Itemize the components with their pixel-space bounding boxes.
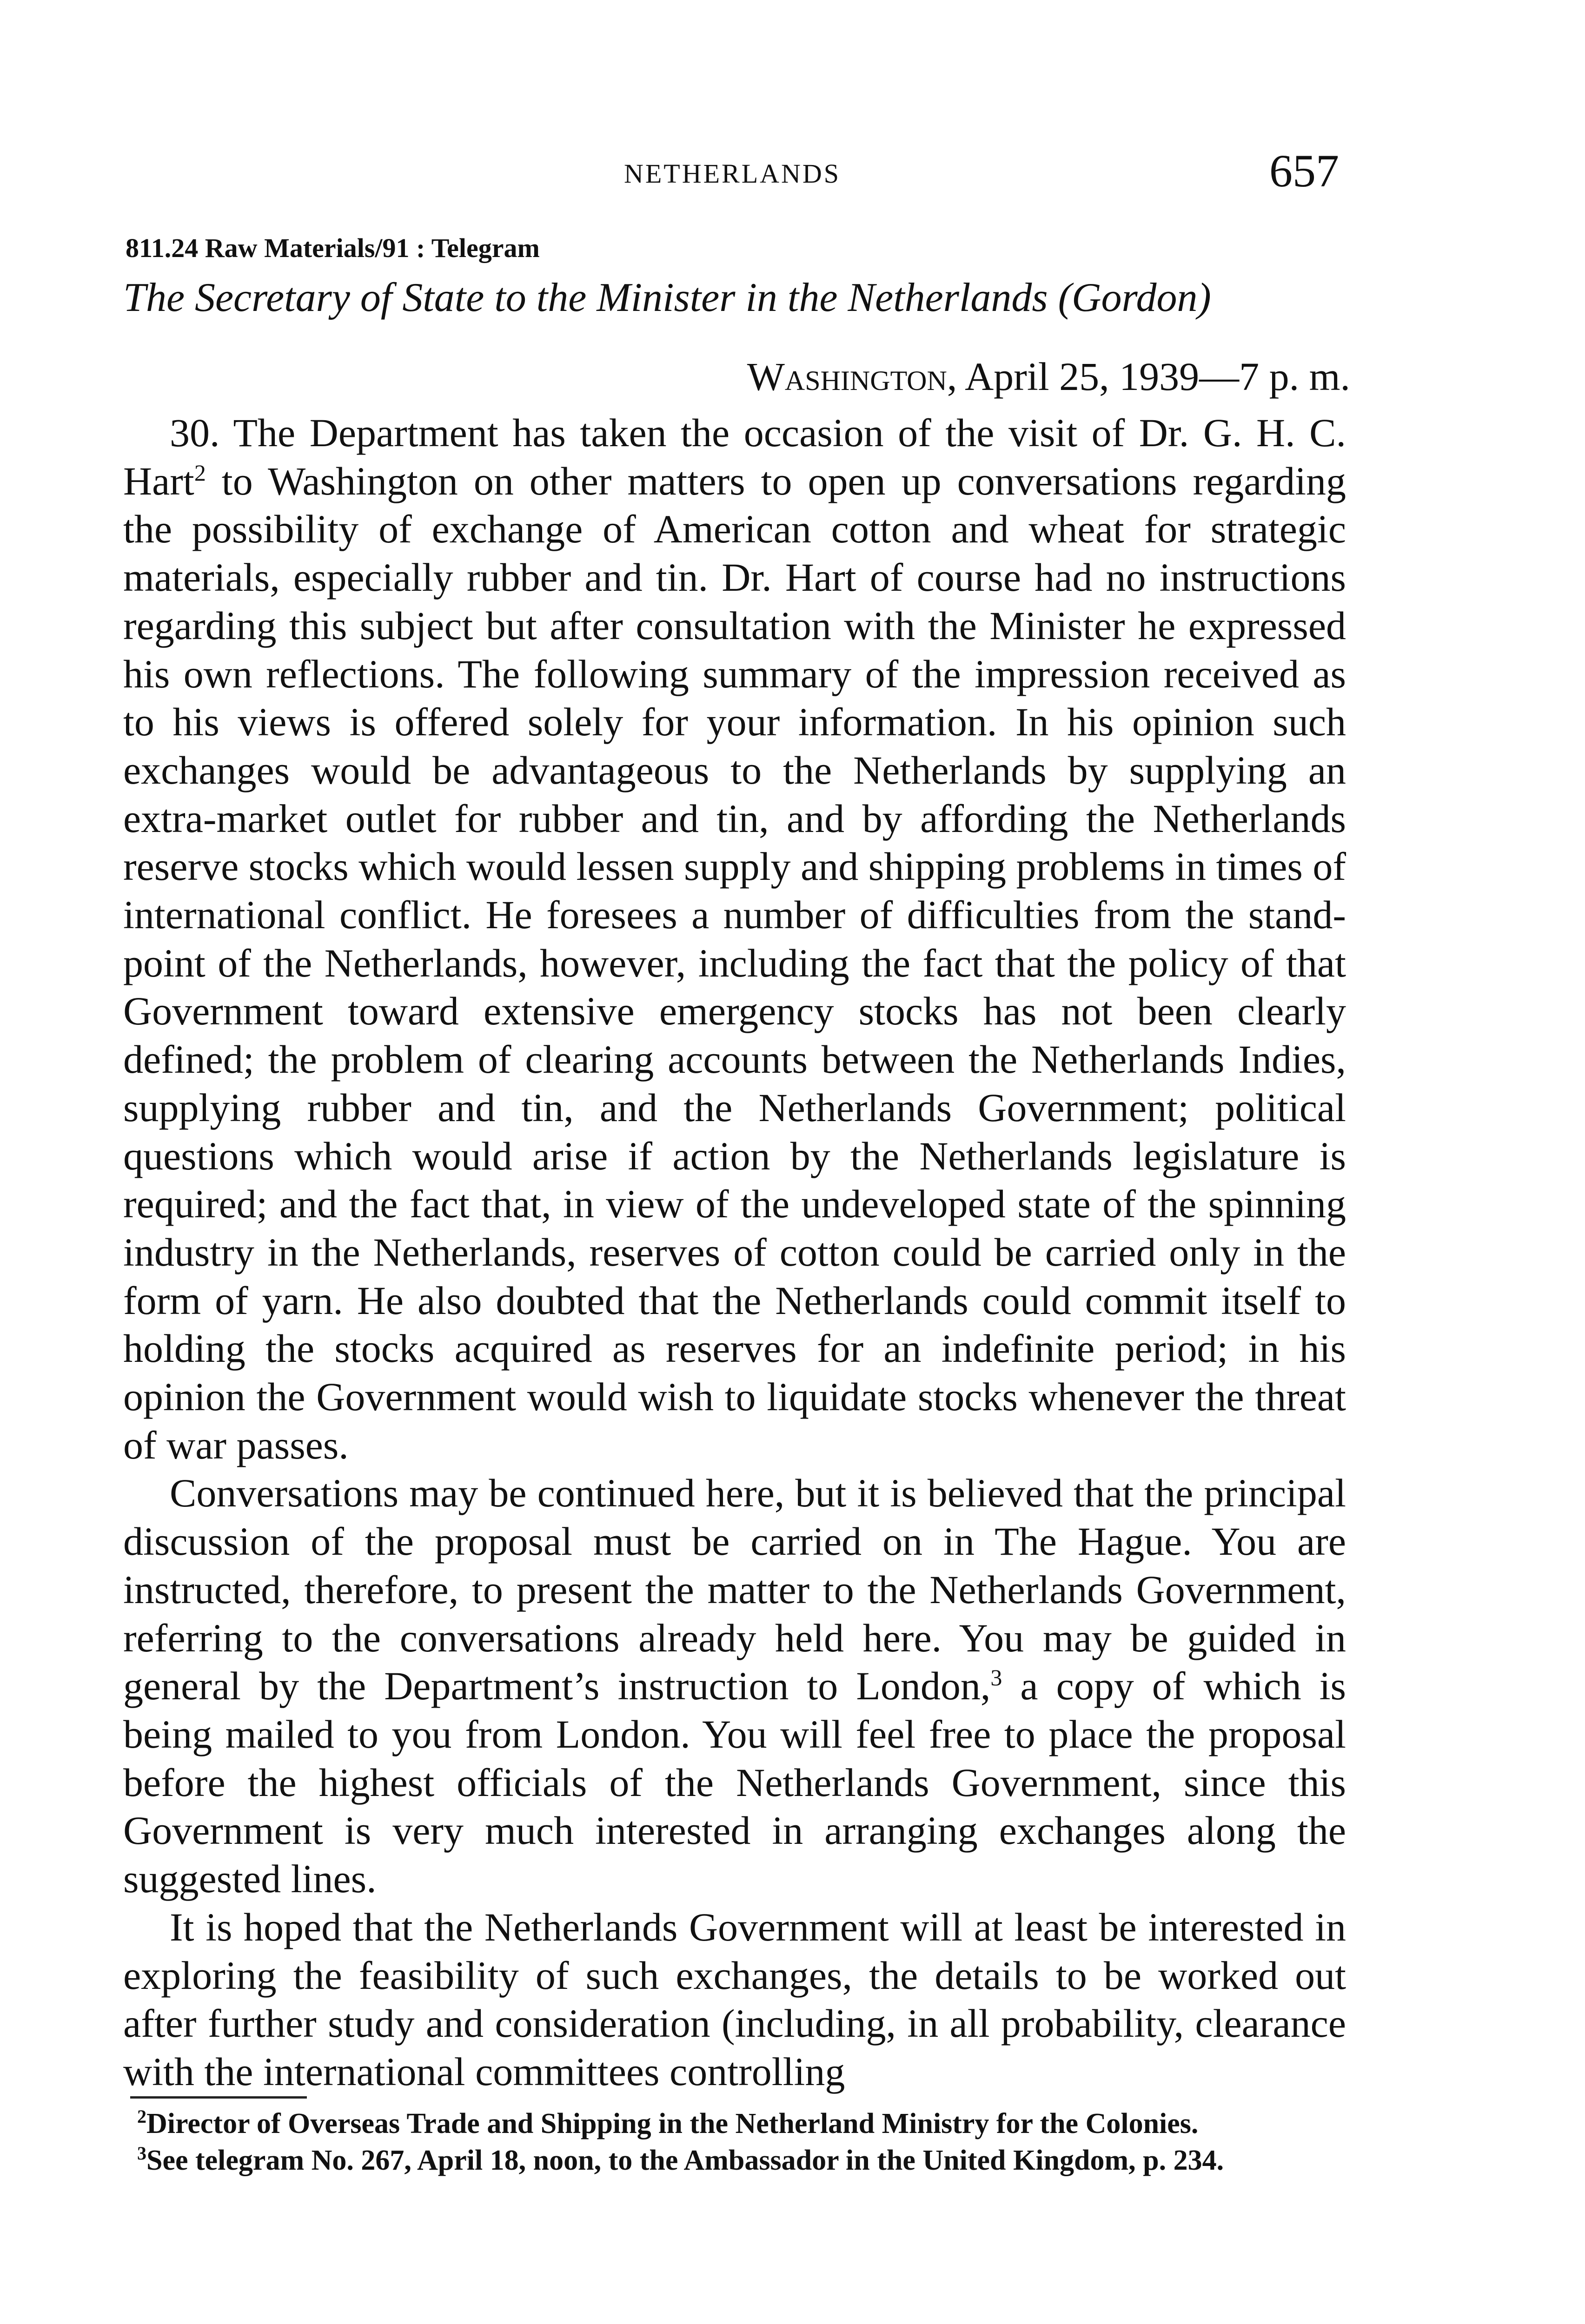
body-paragraph-1 (123, 409, 1346, 1469)
body-paragraph-3: It is hoped that the Netherlands Government will at least be interested in exploring the feasibility of such exchanges, the details to be worked out after further study and consideration (including, in all probability, clearance with the international committees controlling (123, 1904, 1346, 2094)
file-reference: 811.24 Raw Materials/91 : Telegram (126, 233, 540, 263)
running-head: NETHERLANDS (623, 158, 841, 189)
document-title: The Secretary of State to the Minister in the Netherlands (Gordon) (123, 275, 1211, 320)
dateline (747, 353, 1350, 400)
dateline-place: Washington (747, 354, 947, 399)
footnotes (123, 2106, 1346, 2179)
dateline-date: , April 25, 1939—7 p. m. (947, 354, 1350, 399)
body-paragraph-2-part-b: a copy of which is being mailed to you from London. You will feel free to place the proposal before the highest officials of the Netherlands Government, since this Government is very much interested in arranging exchanges along the suggested lines. (123, 1664, 1346, 1901)
footnote-divider (130, 2096, 307, 2099)
body-paragraph-1-part-a: 30. The Department has taken the occasion of the visit of Dr. G. H. C. Hart (123, 410, 1346, 503)
page-header (126, 139, 1339, 205)
page-number: 657 (1269, 145, 1339, 197)
footnote-3-mark: 3 (137, 2143, 146, 2164)
footnote-3 (123, 2142, 1346, 2179)
footnote-ref-2: 2 (194, 459, 206, 486)
footnote-ref-3: 3 (990, 1664, 1002, 1691)
telegram-body (123, 409, 1346, 2096)
footnote-3-text: See telegram No. 267, April 18, noon, to the Ambassador in the United Kingdom, p. 234. (146, 2145, 1224, 2176)
body-paragraph-1-part-b: to Washington on other matters to open up conversations regarding the possibility of exchange of American cotton and wheat for strategic materials, especially rubber and tin. Dr. Hart of course had no instructions regarding this subject but after consultation with the Minister he expressed his own reflections. The following summary of the impression received as to his views is offered solely for your information. In his opinion such exchanges would be advantageous to the Netherlands by supplying an extra-market outlet for rubber and tin, and by affording the Netherlands reserve stocks which would lessen supply and shipping problems in times of international conflict. He foresees a number of difficulties from the standpoint of the Netherlands, however, including the fact that the policy of that Government toward extensive emergency stocks has not been clearly defined; the problem of clearing accounts between the Netherlands Indies, supplying rubber and tin, and the Netherlands Government; political questions which would arise if action by the Netherlands legislature is required; and the fact that, in view of the undeveloped state of the spinning industry in the Netherlands, reserves of cotton could be carried only in the form of yarn. He also doubted that the Netherlands could commit itself to holding the stocks acquired as reserves for an indefinite period; in his opinion the Government would wish to liquidate stocks whenever the threat of war passes. (123, 458, 1346, 1467)
footnote-2 (123, 2106, 1346, 2142)
body-paragraph-2 (123, 1469, 1346, 1903)
footnote-2-text: Director of Overseas Trade and Shipping in the Netherland Ministry for the Colonies. (146, 2108, 1199, 2139)
footnote-2-mark: 2 (137, 2106, 146, 2127)
body-paragraph-2-part-a: Conversations may be continued here, but it is believed that the principal discussion of the proposal must be carried on in The Hague. You are instructed, therefore, to present the matter to the Netherlands Government, referring to the conversations already held here. You may be guided in general by the Department’s instruction to London, (123, 1471, 1346, 1709)
